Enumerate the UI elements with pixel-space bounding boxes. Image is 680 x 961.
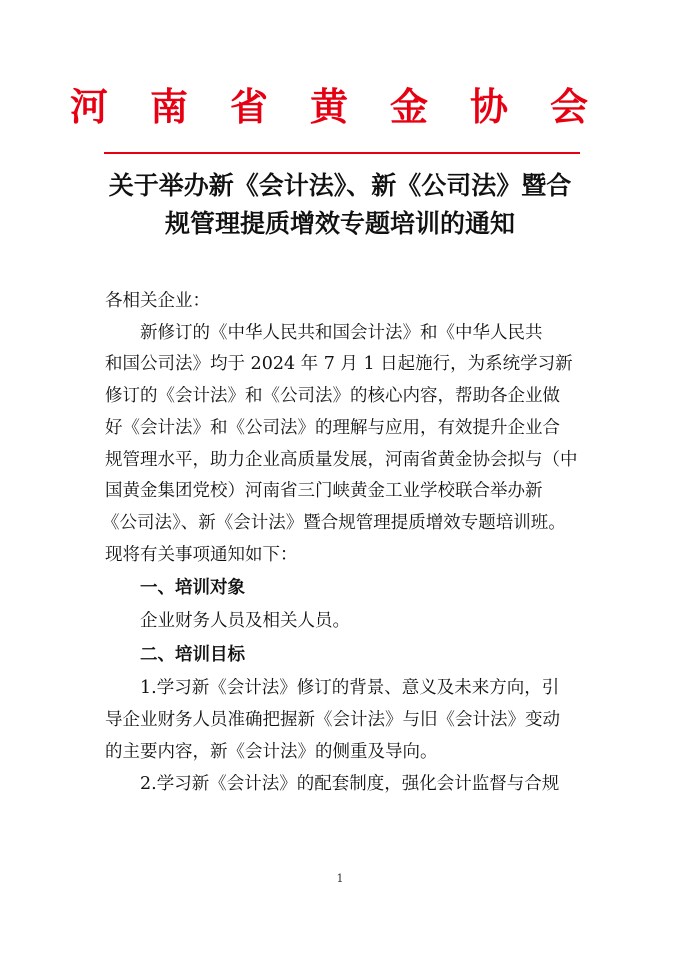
intro-line: 国黄金集团党校）河南省三门峡黄金工业学校联合举办新 [105,481,543,501]
intro-line: 新修订的《中华人民共和国会计法》和《中华人民共 [140,323,543,343]
section-2-item-2: 2.学习新《会计法》的配套制度，强化会计监督与合规 [140,774,560,794]
intro-line: 和国公司法》均于 2024 年 7 月 1 日起施行，为系统学习新 [105,354,573,374]
intro-line: 《公司法》、新《会计法》暨合规管理提质增效专题培训班。 [102,513,566,533]
intro-line: 规管理水平，助力企业高质量发展，河南省黄金协会拟与（中 [105,450,578,470]
document-title-line-2: 规管理提质增效专题培训的通知 [164,209,515,238]
item-line: 1.学习新《会计法》修订的背景、意义及未来方向，引 [140,678,560,698]
intro-line: 修订的《会计法》和《公司法》的核心内容，帮助各企业做 [105,386,560,406]
page-number: 1 [336,872,344,885]
salutation: 各相关企业： [105,291,210,311]
intro-line: 现将有关事项通知如下： [105,545,298,565]
section-2-heading: 二、培训目标 [140,645,245,665]
section-1-content: 企业财务人员及相关人员。 [140,611,350,631]
item-line: 的主要内容，新《会计法》的侧重及导向。 [105,742,438,762]
organization-header: 河南省黄金协会 [69,84,630,129]
section-1-heading: 一、培训对象 [140,578,245,598]
document-title-line-1: 关于举办新《会计法》、新《公司法》暨合 [108,171,572,200]
item-line: 导企业财务人员准确把握新《会计法》与旧《会计法》变动 [105,710,560,730]
header-divider [104,152,580,154]
intro-line: 好《会计法》和《公司法》的理解与应用，有效提升企业合 [105,418,560,438]
